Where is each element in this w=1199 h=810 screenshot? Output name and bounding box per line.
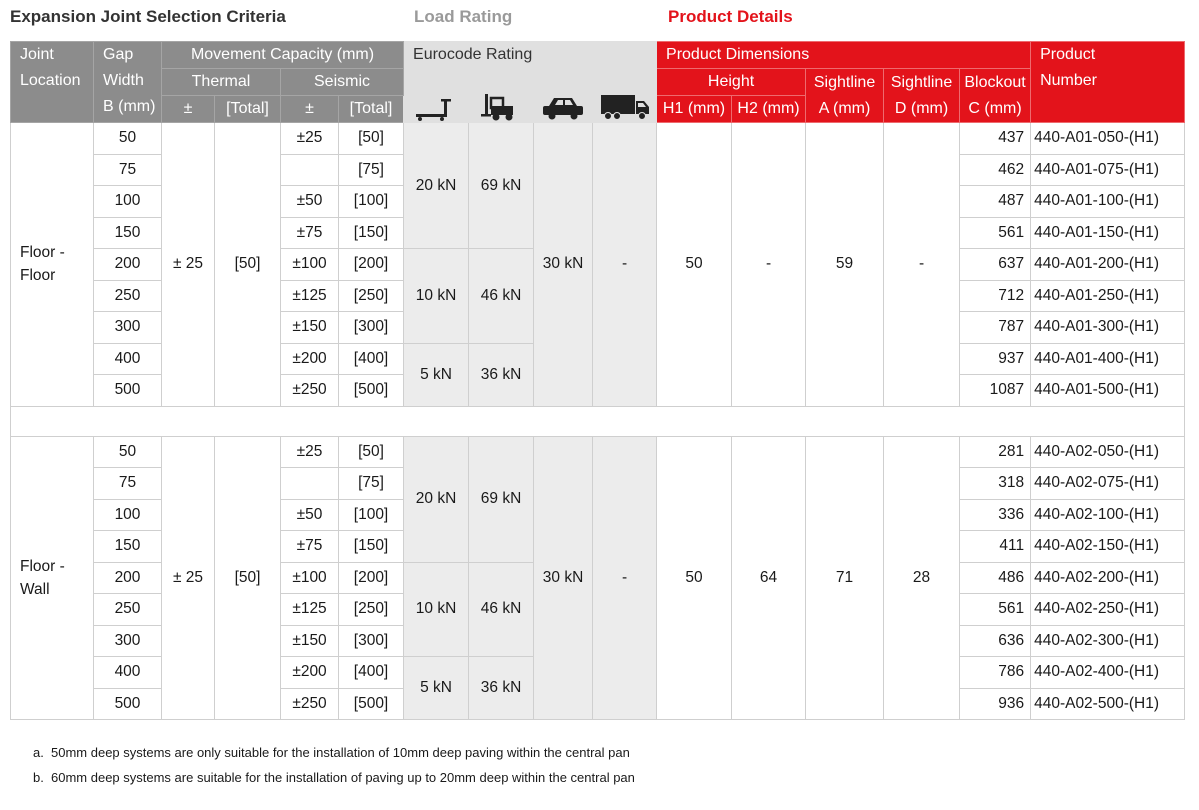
- seismic-total-cell: [200]: [339, 249, 404, 281]
- h1-header: H1 (mm): [657, 96, 732, 123]
- blockout-cell: 712: [960, 280, 1031, 312]
- pallet-load-cell: 5 kN: [404, 343, 469, 406]
- seismic-pm-cell: [281, 468, 339, 500]
- product-number-cell: 440-A01-300-(H1): [1031, 312, 1185, 344]
- thermal-header: Thermal: [162, 69, 281, 96]
- blockout-cell: 1087: [960, 375, 1031, 407]
- product-number-cell: 440-A02-400-(H1): [1031, 657, 1185, 689]
- sightline-a-header: Sightline A (mm): [806, 69, 884, 123]
- seismic-pm-cell: ±50: [281, 499, 339, 531]
- product-number-cell: 440-A01-050-(H1): [1031, 123, 1185, 155]
- expansion-joint-table: [10, 41, 1185, 720]
- seismic-pm-cell: [281, 154, 339, 186]
- blockout-header: Blockout C (mm): [960, 69, 1031, 123]
- truck-load-cell: -: [593, 436, 657, 720]
- h2-cell: -: [732, 123, 806, 407]
- product-number-cell: 440-A02-100-(H1): [1031, 499, 1185, 531]
- pallet-load-cell: 10 kN: [404, 249, 469, 344]
- product-number-cell: 440-A01-150-(H1): [1031, 217, 1185, 249]
- seismic-total-cell: [150]: [339, 531, 404, 563]
- product-number-cell: 440-A01-400-(H1): [1031, 343, 1185, 375]
- car-load-cell: 30 kN: [534, 123, 593, 407]
- blockout-cell: 437: [960, 123, 1031, 155]
- product-number-header: Product Number: [1031, 42, 1185, 123]
- seismic-total-cell: [250]: [339, 280, 404, 312]
- gap-width-cell: 75: [94, 468, 162, 500]
- seismic-pm-cell: ±150: [281, 312, 339, 344]
- pallet-load-cell: 5 kN: [404, 657, 469, 720]
- blockout-cell: 318: [960, 468, 1031, 500]
- location-line: Floor -: [20, 557, 65, 575]
- seismic-pm-cell: ±75: [281, 531, 339, 563]
- forklift-load-cell: 36 kN: [469, 343, 534, 406]
- seismic-pm-cell: ±250: [281, 375, 339, 407]
- gap-width-cell: 200: [94, 249, 162, 281]
- section-headers: [0, 7, 1199, 33]
- gap-width-cell: 300: [94, 312, 162, 344]
- blockout-cell: 411: [960, 531, 1031, 563]
- blockout-cell: 561: [960, 217, 1031, 249]
- product-number-cell: 440-A01-200-(H1): [1031, 249, 1185, 281]
- thermal-total-cell: [50]: [215, 436, 281, 720]
- seismic-total-cell: [100]: [339, 186, 404, 218]
- sightline-d-cell: -: [884, 123, 960, 407]
- location-line: Floor: [20, 267, 56, 285]
- product-details-heading: Product Details: [668, 7, 793, 26]
- seismic-total-cell: [200]: [339, 562, 404, 594]
- h1-cell: 50: [657, 436, 732, 720]
- gap-width-cell: 50: [94, 436, 162, 468]
- seismic-pm-cell: ±50: [281, 186, 339, 218]
- blockout-cell: 936: [960, 688, 1031, 720]
- movement-capacity-header: Movement Capacity (mm): [162, 42, 404, 69]
- seismic-total-cell: [75]: [339, 154, 404, 186]
- forklift-load-cell: 46 kN: [469, 249, 534, 344]
- seismic-pm-cell: ±200: [281, 343, 339, 375]
- thermal-pm-header: ±: [162, 96, 215, 123]
- seismic-pm-cell: ±200: [281, 657, 339, 689]
- car-icon: [534, 69, 593, 123]
- gap-width-cell: 150: [94, 531, 162, 563]
- pallet-load-cell: 20 kN: [404, 436, 469, 562]
- gap-width-cell: 250: [94, 594, 162, 626]
- gap-width-cell: 75: [94, 154, 162, 186]
- spacer-cell: [11, 406, 1185, 436]
- blockout-cell: 787: [960, 312, 1031, 344]
- sightline-d-cell: 28: [884, 436, 960, 720]
- pallet-truck-icon: [404, 69, 469, 123]
- section-spacer: [11, 406, 1185, 436]
- forklift-load-cell: 69 kN: [469, 123, 534, 249]
- blockout-cell: 462: [960, 154, 1031, 186]
- seismic-total-cell: [500]: [339, 688, 404, 720]
- blockout-cell: 281: [960, 436, 1031, 468]
- gap-width-cell: 100: [94, 499, 162, 531]
- seismic-pm-cell: ±125: [281, 594, 339, 626]
- footnote-a: a. 50mm deep systems are only suitable for the installation of 10mm deep paving within the central pan: [33, 745, 630, 760]
- joint-location-header: Joint Location: [11, 42, 94, 123]
- h1-cell: 50: [657, 123, 732, 407]
- blockout-cell: 636: [960, 625, 1031, 657]
- seismic-pm-cell: ±25: [281, 123, 339, 155]
- footnotes: [33, 744, 635, 794]
- sightline-a-cell: 71: [806, 436, 884, 720]
- seismic-total-cell: [300]: [339, 312, 404, 344]
- blockout-cell: 561: [960, 594, 1031, 626]
- product-dimensions-header: Product Dimensions: [657, 42, 1031, 69]
- product-number-cell: 440-A01-100-(H1): [1031, 186, 1185, 218]
- seismic-pm-cell: ±100: [281, 562, 339, 594]
- gap-width-cell: 400: [94, 657, 162, 689]
- blockout-cell: 487: [960, 186, 1031, 218]
- seismic-pm-cell: ±125: [281, 280, 339, 312]
- forklift-load-cell: 36 kN: [469, 657, 534, 720]
- product-number-cell: 440-A01-250-(H1): [1031, 280, 1185, 312]
- gap-width-cell: 50: [94, 123, 162, 155]
- location-line: Wall: [20, 580, 50, 598]
- seismic-total-cell: [500]: [339, 375, 404, 407]
- selection-criteria-heading: Expansion Joint Selection Criteria: [10, 7, 286, 26]
- product-number-cell: 440-A02-075-(H1): [1031, 468, 1185, 500]
- gap-width-cell: 100: [94, 186, 162, 218]
- seismic-pm-cell: ±150: [281, 625, 339, 657]
- product-number-cell: 440-A02-150-(H1): [1031, 531, 1185, 563]
- truck-load-cell: -: [593, 123, 657, 407]
- product-number-cell: 440-A01-500-(H1): [1031, 375, 1185, 407]
- table-body: [11, 123, 1185, 720]
- seismic-pm-header: ±: [281, 96, 339, 123]
- thermal-pm-cell: ± 25: [162, 123, 215, 407]
- pallet-load-cell: 10 kN: [404, 562, 469, 657]
- gap-width-header: Gap Width B (mm): [94, 42, 162, 123]
- gap-width-cell: 500: [94, 688, 162, 720]
- gap-width-cell: 300: [94, 625, 162, 657]
- thermal-pm-cell: ± 25: [162, 436, 215, 720]
- gap-width-cell: 500: [94, 375, 162, 407]
- seismic-total-cell: [300]: [339, 625, 404, 657]
- car-load-cell: 30 kN: [534, 436, 593, 720]
- seismic-total-cell: [400]: [339, 657, 404, 689]
- product-number-cell: 440-A01-075-(H1): [1031, 154, 1185, 186]
- h2-cell: 64: [732, 436, 806, 720]
- blockout-cell: 637: [960, 249, 1031, 281]
- sightline-d-header: Sightline D (mm): [884, 69, 960, 123]
- h2-header: H2 (mm): [732, 96, 806, 123]
- product-number-cell: 440-A02-300-(H1): [1031, 625, 1185, 657]
- pallet-load-cell: 20 kN: [404, 123, 469, 249]
- seismic-total-cell: [100]: [339, 499, 404, 531]
- gap-width-cell: 400: [94, 343, 162, 375]
- product-number-cell: 440-A02-250-(H1): [1031, 594, 1185, 626]
- forklift-load-cell: 69 kN: [469, 436, 534, 562]
- joint-location-cell: [11, 123, 94, 407]
- sightline-a-cell: 59: [806, 123, 884, 407]
- height-header: Height: [657, 69, 806, 96]
- seismic-total-cell: [75]: [339, 468, 404, 500]
- seismic-total-cell: [400]: [339, 343, 404, 375]
- seismic-total-cell: [50]: [339, 436, 404, 468]
- seismic-header: Seismic: [281, 69, 404, 96]
- footnote-b: b. 60mm deep systems are suitable for the installation of paving up to 20mm deep within the central pan: [33, 770, 635, 785]
- table-row: [11, 436, 1185, 468]
- seismic-pm-cell: ±25: [281, 436, 339, 468]
- seismic-total-cell: [250]: [339, 594, 404, 626]
- table-row: [11, 123, 1185, 155]
- gap-width-cell: 250: [94, 280, 162, 312]
- forklift-load-cell: 46 kN: [469, 562, 534, 657]
- blockout-cell: 486: [960, 562, 1031, 594]
- blockout-cell: 937: [960, 343, 1031, 375]
- eurocode-rating-header: Eurocode Rating: [404, 42, 657, 69]
- thermal-total-header: [Total]: [215, 96, 281, 123]
- seismic-pm-cell: ±250: [281, 688, 339, 720]
- joint-location-cell: [11, 436, 94, 720]
- product-number-cell: 440-A02-500-(H1): [1031, 688, 1185, 720]
- blockout-cell: 786: [960, 657, 1031, 689]
- seismic-pm-cell: ±75: [281, 217, 339, 249]
- product-number-cell: 440-A02-050-(H1): [1031, 436, 1185, 468]
- seismic-total-cell: [150]: [339, 217, 404, 249]
- truck-icon: [593, 69, 657, 123]
- gap-width-cell: 150: [94, 217, 162, 249]
- seismic-total-cell: [50]: [339, 123, 404, 155]
- product-number-cell: 440-A02-200-(H1): [1031, 562, 1185, 594]
- load-rating-heading: Load Rating: [414, 7, 513, 26]
- seismic-total-header: [Total]: [339, 96, 404, 123]
- blockout-cell: 336: [960, 499, 1031, 531]
- seismic-pm-cell: ±100: [281, 249, 339, 281]
- gap-width-cell: 200: [94, 562, 162, 594]
- thermal-total-cell: [50]: [215, 123, 281, 407]
- location-line: Floor -: [20, 244, 65, 262]
- forklift-icon: [469, 69, 534, 123]
